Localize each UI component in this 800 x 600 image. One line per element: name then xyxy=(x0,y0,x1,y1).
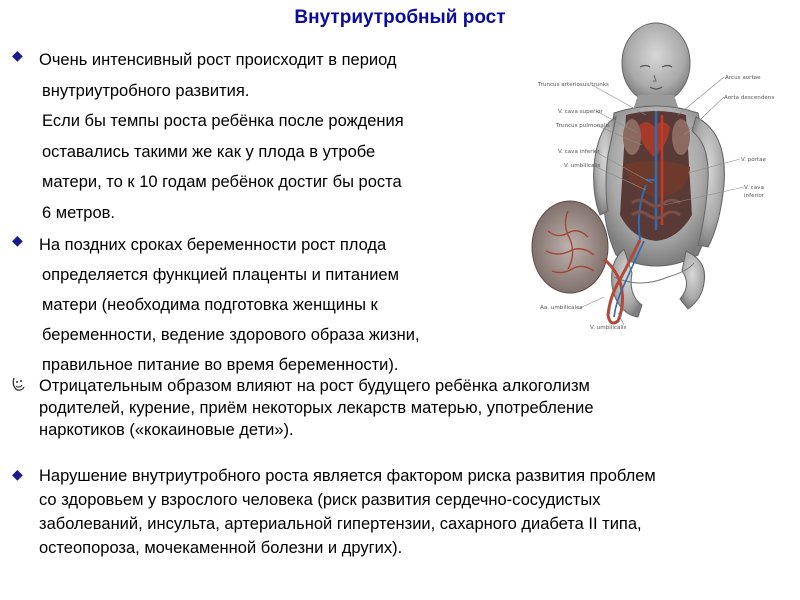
paragraph-line: 6 метров. xyxy=(42,203,115,222)
paragraph-line: со здоровьем у взрослого человека (риск развития сердечно-сосудистых xyxy=(39,491,601,509)
figure-label: Aa. umbilicales xyxy=(540,305,583,311)
figure-label: Truncus arteriosus/trunks xyxy=(538,82,609,88)
paragraph-line: наркотиков («кокаиновые дети»). xyxy=(39,421,294,439)
figure-label: V. umbilicalis xyxy=(590,325,627,331)
paragraph-line: матери (необходима подготовка женщины к xyxy=(42,296,378,314)
paragraph-line: матери, то к 10 годам ребёнок достиг бы роста xyxy=(42,173,402,191)
diamond-bullet-icon: ◆ xyxy=(12,232,23,248)
diamond-bullet-icon: ◆ xyxy=(12,466,23,482)
paragraph-line: Отрицательным образом влияют на рост будущего ребёнка алкоголизм xyxy=(39,377,590,395)
smiley-icon xyxy=(10,375,28,393)
paragraph-line: беременности, ведение здорового образа жизни, xyxy=(42,326,420,344)
paragraph-line: Очень интенсивный рост происходит в период xyxy=(39,51,397,69)
figure-label: Aorta descendens xyxy=(724,95,775,101)
paragraph-line: оставались такими же как у плода в утробе xyxy=(42,142,376,161)
figure-label: V. portae xyxy=(741,157,766,163)
paragraph-line: Нарушение внутриутробного роста является фактором риска развития проблем xyxy=(39,467,656,485)
paragraph-intensive-growth xyxy=(39,45,509,228)
figure-label: V. cava inferior xyxy=(558,149,600,155)
slide-title: Внутриутробный рост xyxy=(294,7,506,28)
figure-label: Arcus aortae xyxy=(725,75,761,81)
fetal-circulation-illustration xyxy=(528,15,788,337)
paragraph-line: внутриутробного развития. xyxy=(42,81,250,100)
figure-label: V. cava xyxy=(744,185,764,191)
paragraph-line: На поздних сроках беременности рост плода xyxy=(39,236,387,254)
paragraph-negative-factors xyxy=(39,375,779,441)
paragraph-line: заболеваний, инсульта, артериальной гипертензии, сахарного диабета II типа, xyxy=(39,515,642,533)
figure-label: V. cava superior xyxy=(558,109,603,115)
figure-label: inferior xyxy=(744,193,765,199)
fetus-drawing xyxy=(528,15,788,337)
paragraph-line: Если бы темпы роста ребёнка после рождения xyxy=(42,112,404,130)
diamond-bullet-icon: ◆ xyxy=(12,47,23,63)
paragraph-line: остеопороза, мочекаменной болезни и других). xyxy=(39,539,403,557)
paragraph-line: определяется функцией плаценты и питанием xyxy=(42,266,399,284)
paragraph-line: родителей, курение, приём некоторых лекарств матерью, употребление xyxy=(39,399,594,417)
figure-label: V. umbilicalis xyxy=(564,163,601,169)
paragraph-risk-factor xyxy=(39,464,799,560)
figure-label: Truncus pulmonalis xyxy=(556,123,610,129)
paragraph-line: правильное питание во время беременности). xyxy=(42,356,399,374)
paragraph-late-pregnancy xyxy=(39,230,509,380)
